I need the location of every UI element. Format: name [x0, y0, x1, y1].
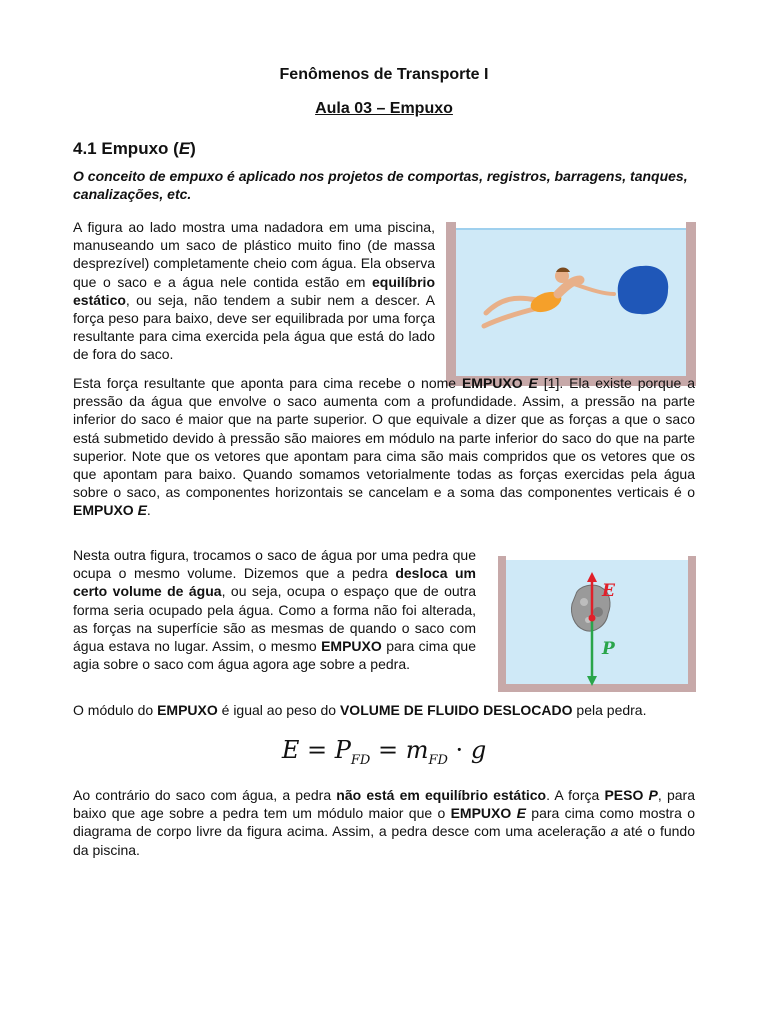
eq-dot: · [447, 736, 471, 764]
section-heading-symbol: E [178, 139, 191, 158]
eq-p-sub: FD [350, 752, 371, 768]
p2-text-a: Esta força resultante que aponta para cima recebe o nome [73, 375, 462, 391]
p3-text-c: , ou seja, ocupa o espaço que de outra forma seria ocupado pela água. Como a forma não foi alterada, as forças na superfície são as mesmas de quando o saco com água estava no lugar. Assim, o mesmo [73, 583, 476, 655]
swimmer-figure [446, 218, 696, 386]
p2-symbol-e-2: E [137, 502, 147, 519]
paragraph-2 [73, 374, 695, 520]
p4-text-c: é igual ao peso do [217, 702, 340, 718]
section-heading-text: 4.1 Empuxo ( [73, 139, 179, 158]
p2-symbol-e: E [528, 375, 538, 391]
p2-text-g: . [146, 502, 151, 519]
p5-bold-nao-equilibrio: não está em equilíbrio estático [336, 787, 547, 803]
paragraph-5 [73, 786, 695, 859]
p1-text-a: A figura ao lado mostra uma nadadora em uma piscina, manuseando um saco de plástico muito fino (de massa desprezível) completamente cheio com água. Ela observa que o saco e a água nele contida estão em [73, 219, 435, 290]
eq-equals-1: = [299, 736, 335, 764]
paragraph-1 [73, 218, 435, 364]
paragraph-4 [73, 701, 695, 719]
p3-bold-empuxo: EMPUXO [321, 638, 382, 655]
paragraph-3 [73, 546, 476, 673]
p4-bold-empuxo: EMPUXO [157, 702, 218, 718]
p5-text-i: para cima como mostra o diagrama de corpo livre da figura acima. Assim, a pedra desce com uma aceleração [73, 805, 695, 840]
eq-p: P [334, 736, 351, 764]
center-point [589, 615, 596, 622]
p3-text-a: Nesta outra figura, trocamos o saco de água por uma pedra que ocupa o mesmo volume. Dizemos que a pedra [73, 547, 476, 582]
eq-equals-2: = [370, 736, 406, 764]
p4-bold-volume: VOLUME DE FLUIDO DESLOCADO [339, 702, 573, 718]
eq-g: g [470, 736, 487, 764]
p1-bold-equilibrio: equilíbrio estático [73, 273, 435, 308]
p5-text-a: Ao contrário do saco com água, a pedra [73, 787, 337, 803]
p3-text-e: para cima que agia sobre o saco com água agora age sobre a pedra. [73, 638, 476, 673]
p2-bold-empuxo-2: EMPUXO [73, 502, 134, 519]
p5-text-f: , para baixo que age sobre a pedra tem um módulo maior que o [73, 787, 695, 822]
stone-figure [498, 552, 696, 692]
p1-text-c: , ou seja, não tendem a subir nem a descer. A força peso para baixo, deve ser equilibrada por uma força resultante para cima exercida pela água que está do lado de fora do saco. [73, 291, 435, 363]
p2-text-d: [1]. Ela existe porque a pressão da água que envolve o saco aumenta com a profundidade. Assim, a pressão na parte inferior do saco é maior que na parte superior. O que equivale a dizer que as forças a que o saco está submetido devido à pressão são maiores em módulo na parte inferior do saco do que na parte superior. Note que os vetores que apontam para cima são mais compridos que os vetores que os que apontam para baixo. Quando somamos vetorialmente todas as forças exercidas pela água sobre o saco, as componentes horizontais se cancelam e a soma das componentes verticais é o [73, 375, 696, 501]
p5-symbol-e: E [516, 805, 526, 822]
intro-paragraph: O conceito de empuxo é aplicado nos projetos de comportas, registros, barragens, tanques, canalizações, etc. [73, 168, 688, 202]
eq-m-sub: FD [428, 752, 448, 768]
p3-bold-desloca: desloca um certo volume de água [73, 565, 476, 600]
eq-lhs: E [281, 736, 300, 764]
p4-text-e: pela pedra. [572, 702, 647, 718]
p5-text-k: até o fundo da piscina. [73, 823, 696, 858]
eq-m: m [405, 736, 429, 764]
p5-bold-empuxo: EMPUXO [450, 805, 512, 822]
water-bag [618, 266, 668, 315]
lesson-title: Aula 03 – Empuxo [315, 100, 453, 117]
p5-symbol-a: a [610, 823, 619, 840]
section-heading [73, 139, 196, 159]
p5-bold-peso: PESO [604, 787, 644, 803]
p5-symbol-p: P [648, 787, 658, 803]
label-p: P [602, 639, 615, 659]
p5-text-c: . A força [546, 787, 605, 803]
course-title: Fenômenos de Transporte I [279, 66, 489, 83]
label-e: E [602, 581, 615, 601]
buoyancy-equation [0, 736, 768, 768]
water-surface-line [456, 228, 686, 230]
section-heading-close: ) [190, 139, 196, 158]
p4-text-a: O módulo do [73, 702, 158, 718]
p2-bold-empuxo: EMPUXO [461, 375, 523, 391]
